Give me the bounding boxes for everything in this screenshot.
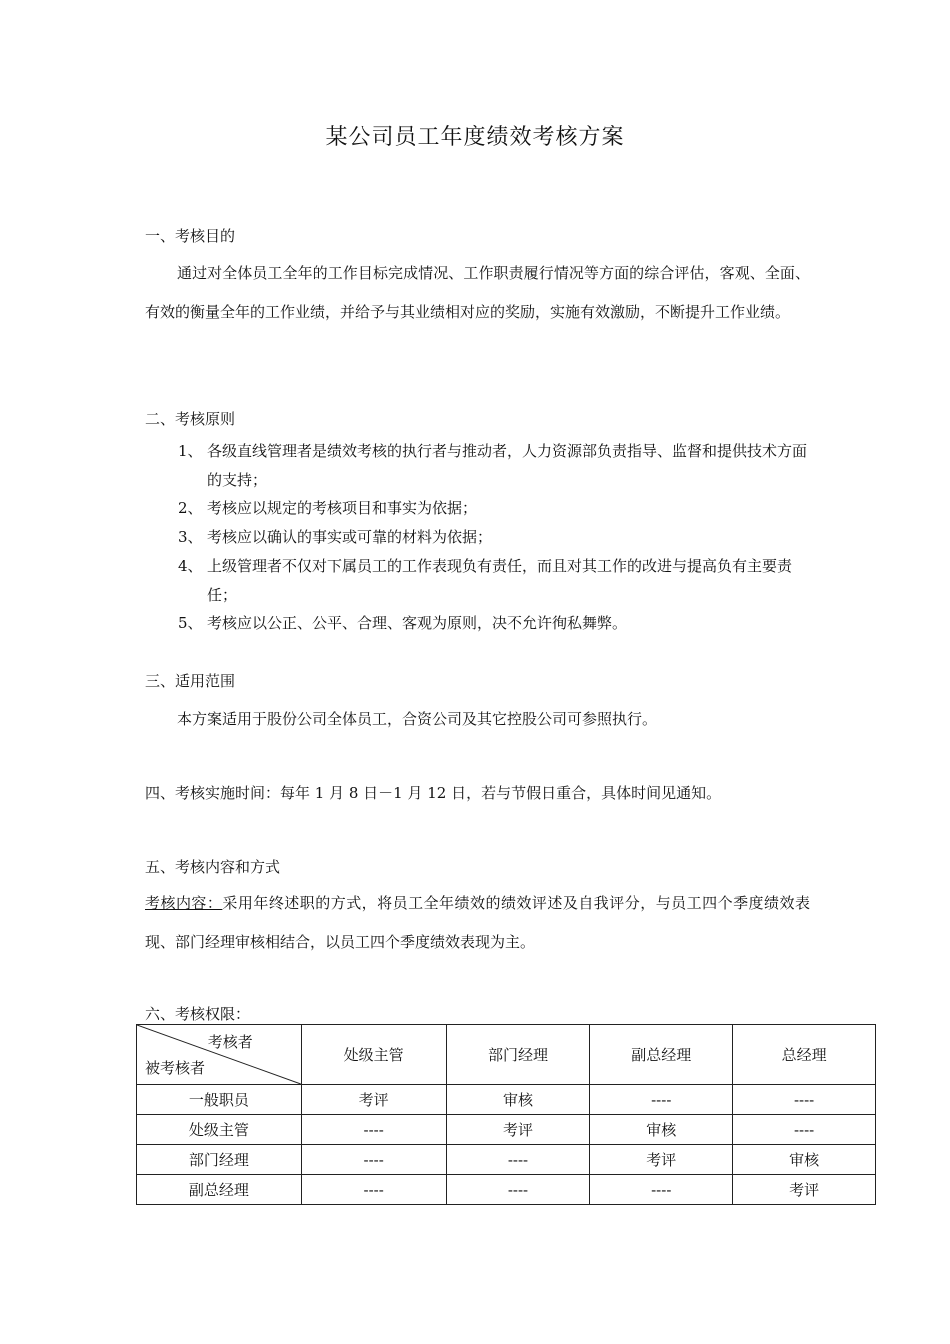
section-heading-authority: 六、考核权限：	[145, 1005, 251, 1023]
column-header: 处级主管	[301, 1025, 446, 1085]
column-header: 总经理	[733, 1025, 876, 1085]
table-corner-cell	[137, 1025, 302, 1085]
content-text: 采用年终述职的方式，将员工全年绩效的绩效评述及自我评分，与员工四个季度绩效表现、部门经理审核相结合，以员工四个季度绩效表现为主。	[145, 894, 810, 951]
list-item-text: 考核应以确认的事实或可靠的材料为依据；	[207, 528, 493, 546]
table-cell: ----	[446, 1175, 590, 1205]
section-body-purpose: 通过对全体员工全年的工作目标完成情况、工作职责履行情况等方面的综合评估，客观、全面、有效的衡量全年的工作业绩，并给予与其业绩相对应的奖励，实施有效激励，不断提升工作业绩。	[145, 264, 810, 321]
table-cell: ----	[590, 1175, 733, 1205]
table-cell: 考评	[590, 1145, 733, 1175]
list-item-text: 考核应以公正、公平、合理、客观为原则，决不允许徇私舞弊。	[207, 614, 628, 632]
list-item-number: 5、	[178, 614, 203, 632]
table-cell: ----	[301, 1175, 446, 1205]
section-line-schedule: 四、考核实施时间：每年 1 月 8 日－1 月 12 日，若与节假日重合，具体时间见通知。	[145, 784, 722, 802]
row-header: 一般职员	[137, 1085, 302, 1115]
authority-table	[136, 1024, 876, 1205]
table-row	[137, 1115, 876, 1145]
content-label: 考核内容：	[145, 894, 223, 912]
table-cell: ----	[301, 1145, 446, 1175]
table-cell: ----	[733, 1115, 876, 1145]
table-cell: ----	[733, 1085, 876, 1115]
list-item-number: 2、	[178, 499, 203, 517]
table-header-row	[137, 1025, 876, 1085]
table-row	[137, 1175, 876, 1205]
list-item-number: 3、	[178, 528, 203, 546]
section-heading-principles: 二、考核原则	[145, 410, 236, 428]
row-header: 处级主管	[137, 1115, 302, 1145]
section-heading-purpose: 一、考核目的	[145, 227, 236, 245]
table-cell: 考评	[733, 1175, 876, 1205]
list-item-text: 考核应以规定的考核项目和事实为依据；	[207, 499, 478, 517]
section-heading-scope: 三、适用范围	[145, 672, 236, 690]
table-cell: ----	[590, 1085, 733, 1115]
table-cell: 审核	[590, 1115, 733, 1145]
list-item-text: 上级管理者不仅对下属员工的工作表现负有责任，而且对其工作的改进与提高负有主要责任；	[207, 557, 793, 604]
corner-label-reviewer: 考核者	[207, 1033, 253, 1051]
section-body-scope: 本方案适用于股份公司全体员工，合资公司及其它控股公司可参照执行。	[177, 710, 658, 728]
section-heading-content: 五、考核内容和方式	[145, 858, 281, 876]
table-row	[137, 1085, 876, 1115]
row-header: 部门经理	[137, 1145, 302, 1175]
table-cell: 考评	[446, 1115, 590, 1145]
table-cell: 审核	[446, 1085, 590, 1115]
list-item-number: 4、	[178, 557, 203, 575]
corner-label-reviewee: 被考核者	[145, 1059, 206, 1077]
list-item-text: 各级直线管理者是绩效考核的执行者与推动者，人力资源部负责指导、监督和提供技术方面的支持；	[207, 442, 808, 489]
table-cell: ----	[446, 1145, 590, 1175]
document-title: 某公司员工年度绩效考核方案	[325, 125, 625, 150]
section-body-content	[145, 884, 810, 962]
row-header: 副总经理	[137, 1175, 302, 1205]
table-cell: 审核	[733, 1145, 876, 1175]
column-header: 副总经理	[590, 1025, 733, 1085]
table-cell: 考评	[301, 1085, 446, 1115]
table-cell: ----	[301, 1115, 446, 1145]
table-row	[137, 1145, 876, 1175]
column-header: 部门经理	[446, 1025, 590, 1085]
list-item-number: 1、	[178, 442, 203, 460]
